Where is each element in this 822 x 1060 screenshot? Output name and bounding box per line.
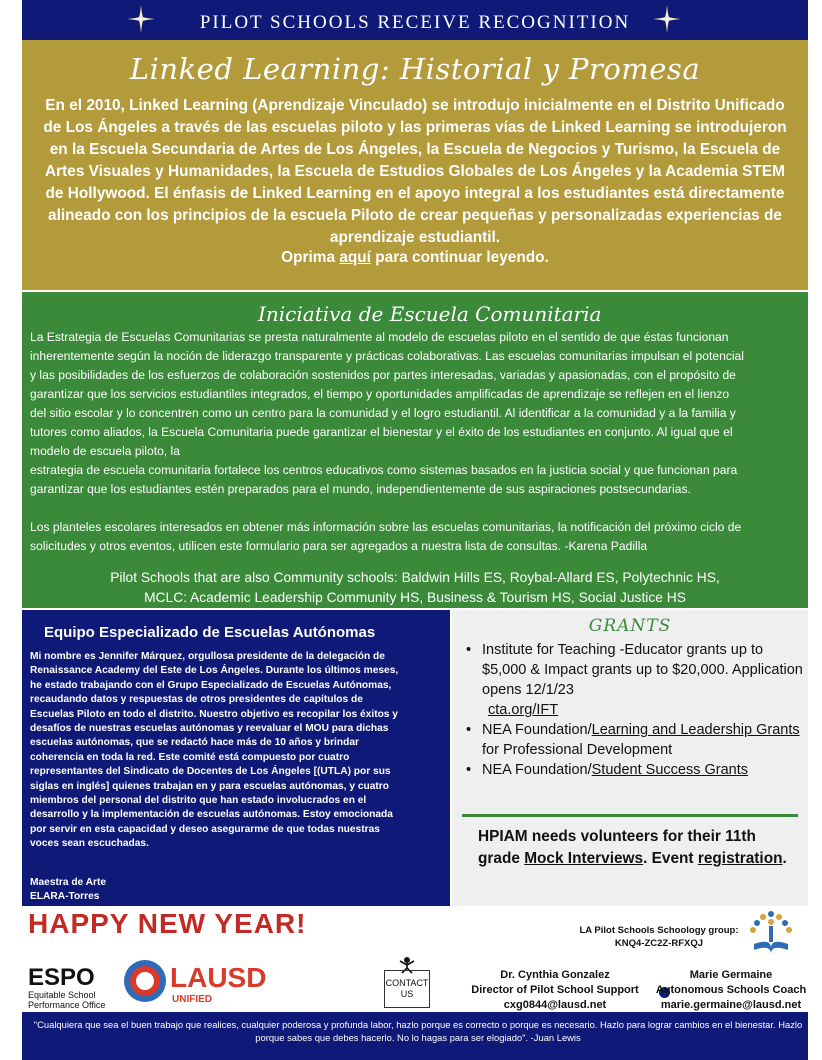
happy-new-year-heading: HAPPY NEW YEAR! (28, 908, 307, 939)
grant-item (466, 760, 806, 780)
header-title: PILOT SCHOOLS RECEIVE RECOGNITION (199, 12, 631, 33)
team-signature (30, 876, 106, 905)
body-line: tutores como aliados, la Escuela Comunitaria puede garantizar el bienestar y el éxito de los estudiantes en conjunto. Al igual que el (30, 425, 733, 439)
contact-name: Marie Germaine (689, 969, 773, 981)
grant-item (466, 720, 806, 760)
schoology-code: KNQ4-ZC2Z-RFXQJ (614, 938, 704, 949)
footer-quote: "Cualquiera que sea el buen trabajo que realices, cualquier poderosa y profunda labor, hazlo porque es correcto o porque es necesario. Hazlo para lograr cambios en el bienestar. Hazlo porque sabes que debes hacerlo. No lo hagas para ser elogiado". -Juan Lewis (33, 1019, 803, 1043)
grant-item-suffix: for Professional Development (482, 742, 673, 758)
team-line: siglas en inglés] quienes trabajan en y para escuelas autónomas, y cuatro (30, 780, 389, 792)
body-line: inherentemente según la noción de liderazgo transparente y prácticas colaborativas. Las escuelas comunitarias impulsan el potencial (30, 349, 744, 363)
linked-learning-section (22, 40, 808, 290)
signature-name: ELARA-Torres (30, 891, 100, 903)
team-line: miembros del personal del distrito que han estado involucrados en el (30, 794, 367, 806)
body-line: La Estrategia de Escuelas Comunitarias se presta naturalmente al modelo de escuelas piloto en el sentido de que éstas funcionan (30, 330, 729, 344)
contact-gonzalez (462, 968, 648, 1013)
community-school-body (30, 328, 808, 556)
newsletter-page (22, 0, 808, 1060)
read-more-suffix: para continuar leyendo. (370, 249, 549, 266)
contact-title: Director of Pilot School Support (471, 984, 639, 996)
team-line: coherencia en toda la red. Este comité está compuesto por cuatro (30, 751, 350, 763)
contact-label-line: US (400, 989, 414, 999)
footer (22, 906, 808, 1012)
grant-link-student-success[interactable]: Student Success Grants (591, 762, 748, 778)
contact-form-line: Los planteles escolares interesados en obtener más información sobre las escuelas comunitarias, la notificación del próximo ciclo de (30, 520, 742, 534)
schoology-group-info (564, 924, 754, 950)
community-schools-list (22, 568, 808, 608)
book-tree-icon (746, 908, 796, 956)
grant-link-cta[interactable]: cta.org/IFT (488, 702, 559, 718)
grant-item-prefix: NEA Foundation/ (482, 722, 592, 738)
grant-link-learning-leadership[interactable]: Learning and Leadership Grants (591, 722, 800, 738)
espo-subtitle-line: Performance Office (28, 1000, 106, 1010)
bullet: • (466, 642, 472, 658)
community-school-section (22, 292, 808, 608)
grant-item-prefix: NEA Foundation/ (482, 762, 592, 778)
bullet: • (466, 722, 472, 738)
body-line: del sitio escolar y lo concentren como un centro para la comunidad y el logro estudiantil. Al identificar a la comunidad y a la familia y (30, 406, 736, 420)
quote-bar (22, 1012, 808, 1060)
body-line: garantizar que los servicios estudiantiles integrados, el tiempo y oportunidades amplificadas de aprendizaje se reflejen en el lienzo (30, 387, 730, 401)
schools-line: MCLC: Academic Leadership Community HS, Business & Tourism HS, Social Justice HS (144, 590, 686, 605)
linked-learning-title: Linked Learning: Historial y Promesa (129, 52, 701, 86)
team-line: he estado trabajando con el Grupo Especializado de Escuelas Autónomas, (30, 679, 392, 691)
hpiam-text: . (782, 850, 787, 867)
team-line: desarrollo y la implementación de escuelas autónomas. Estoy emocionada (30, 809, 393, 821)
bullet: • (466, 762, 472, 778)
team-line: Renaissance Academy del Este de Los Ángeles. Durante los últimos meses, (30, 665, 399, 677)
team-line: desafíos de nuestras escuelas autónomas y reevaluar el MOU para dichas (30, 722, 389, 734)
contact-label-line: CONTACT (385, 978, 429, 988)
schools-line: Pilot Schools that are also Community schools: Baldwin Hills ES, Roybal-Allard ES, Polytechnic HS, (110, 570, 720, 585)
team-line: Escuelas Piloto en todo el distrito. Nuestro objetivo es recopilar los éxitos y (30, 708, 398, 720)
linked-learning-body: En el 2010, Linked Learning (Aprendizaje Vinculado) se introdujo inicialmente en el Distrito Unificado de Los Ángeles a través de las escuelas piloto y las primeras vías de Linked Learning se introdujeron en la Escuela Secundaria de Artes de Los Ángeles, la Escuela de Negocios y Turismo, la Escuela de Artes Visuales y Humanidades, la Escuela de Estudios Globales de Los Ángeles y la Academia STEM de Hollywood. El énfasis de Linked Learning en el apoyo integral a los estudiantes está directamente alineado con los principios de la escuela Piloto de crear pequeñas y personalizadas experiencias de aprendizaje estudiantil. (43, 97, 787, 246)
community-school-title: Iniciativa de Escuela Comunitaria (258, 302, 602, 326)
body-line: garantizar que los estudiantes estén preparados para el mundo, independientemente de sus aspiraciones postsecundarias. (30, 482, 691, 496)
team-line: recaudando datos y respuestas de otros presidentes de capítulos de (30, 694, 363, 706)
registration-link[interactable]: registration (697, 850, 783, 867)
hpiam-notice (478, 826, 798, 870)
grant-item-text: Institute for Teaching -Educator grants up to $5,000 & Impact grants up to $20,000. Application opens 12/1/23 (482, 642, 803, 698)
espo-subtitle-line: Equitable School (28, 990, 96, 1000)
body-line: y las posibilidades de los esfuerzos de colaboración sostenidos por partes interesadas, variadas y apasionadas, con el propósito de (30, 368, 736, 382)
team-line: escuelas autónomas, que se redactó hace más de 10 años y brindar (30, 737, 359, 749)
contact-email[interactable]: marie.germaine@lausd.net (660, 999, 802, 1011)
autonomous-team-title: Equipo Especializado de Escuelas Autónomas (44, 624, 376, 641)
schoology-label: LA Pilot Schools Schoology group: (579, 925, 739, 936)
grant-item (466, 640, 806, 720)
contact-form-line: solicitudes y otros eventos, utilicen este formulario para ser agregados a nuestra lista de consultas. -Karena Padilla (30, 539, 648, 553)
espo-logo: ESPO (28, 964, 95, 991)
read-more-prefix: Oprima (281, 249, 340, 266)
hpiam-text: . Event (643, 850, 698, 867)
body-line: estrategia de escuela comunitaria fortalece los centros educativos como sistemas basados en la justicia social y que funcionan para (30, 463, 738, 477)
signature-role: Maestra de Arte (30, 877, 107, 888)
grants-section (452, 610, 808, 906)
hpiam-text: HPIAM needs volunteers for their 11th grade (478, 828, 756, 867)
header-bar (22, 0, 808, 40)
team-line: voces sean escuchadas. (30, 838, 149, 850)
espo-subtitle (28, 990, 105, 1010)
team-line: representantes del Sindicato de Docentes de Los Ángeles [(UTLA) por sus (30, 766, 391, 778)
linked-learning-read-more (22, 249, 808, 267)
contact-germaine (654, 968, 808, 1013)
mock-interviews-link[interactable]: Mock Interviews (524, 850, 644, 867)
contact-name: Dr. Cynthia Gonzalez (500, 969, 610, 981)
team-line: por servir en esta capacidad y deseo asegurarme de que todas nuestras (30, 823, 380, 835)
divider (462, 814, 798, 817)
lausd-logo-text: LAUSD (170, 962, 267, 993)
contact-title: Autonomous Schools Coach (655, 984, 807, 996)
autonomous-team-body (30, 650, 450, 851)
autonomous-team-section (22, 610, 450, 906)
sparkle-icon (652, 4, 682, 34)
read-more-link[interactable]: aquí (339, 249, 371, 266)
contact-us-label[interactable] (384, 978, 430, 1000)
team-line: Mi nombre es Jennifer Márquez, orgullosa presidente de la delegación de (30, 651, 385, 662)
body-line: modelo de escuela piloto, la (30, 444, 180, 458)
grants-title: GRANTS (588, 616, 672, 636)
contact-email[interactable]: cxg0844@lausd.net (503, 999, 607, 1011)
grants-list (466, 640, 806, 780)
lausd-unified-text: UNIFIED (172, 994, 212, 1005)
lausd-seal-icon (122, 958, 168, 1004)
